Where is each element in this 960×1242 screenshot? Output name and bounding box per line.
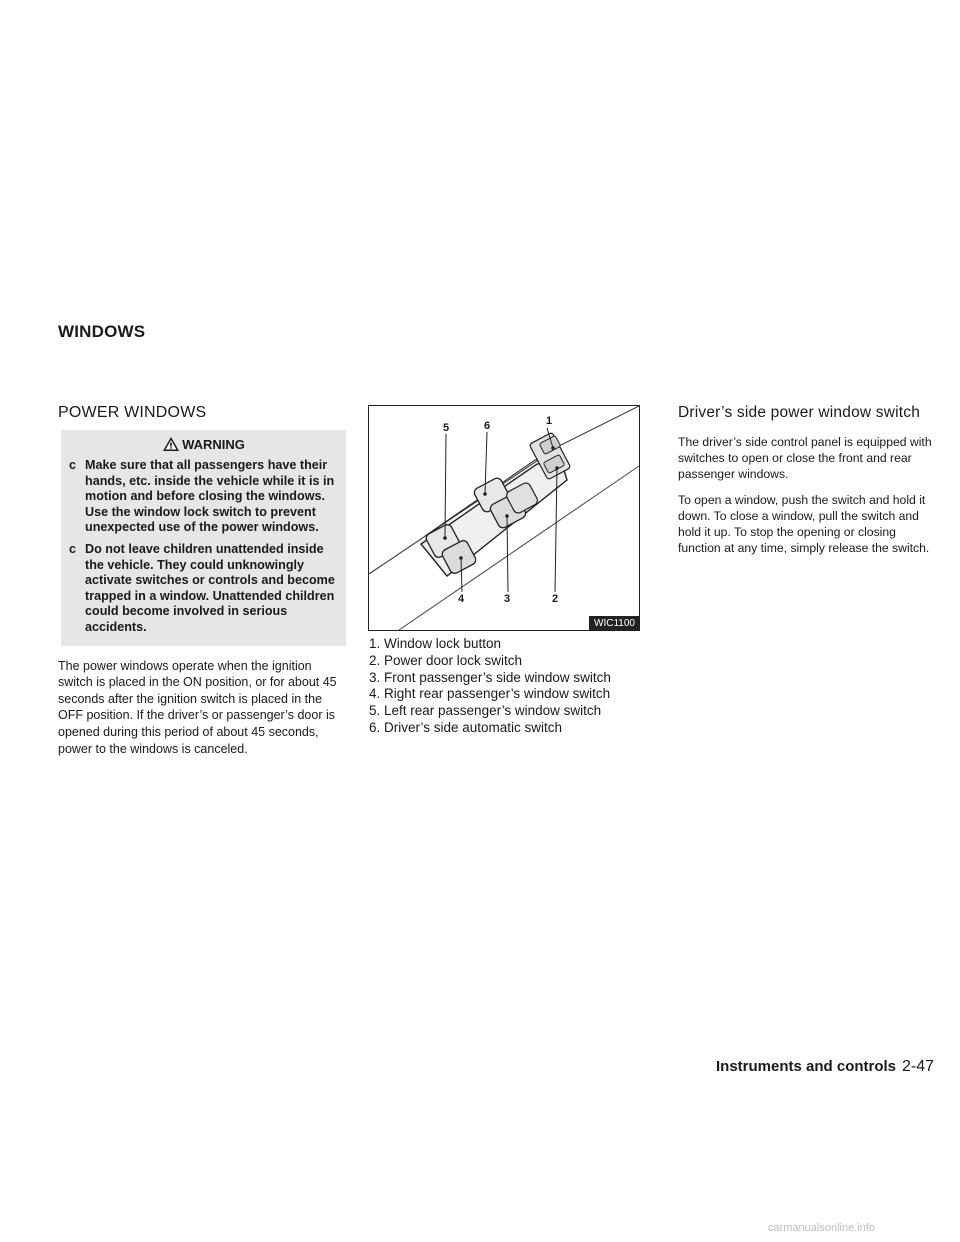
window-switch-figure (368, 405, 640, 631)
page-number: 2-47 (902, 1058, 935, 1075)
legend-item: 1. Window lock button (369, 636, 502, 651)
section-title: WINDOWS (58, 322, 146, 341)
paragraph: The driver’s side control panel is equipped with switches to open or close the front and rear passenger windows. (678, 435, 932, 482)
legend-item: 4. Right rear passenger’s window switch (369, 686, 611, 702)
legend-item: 6. Driver’s side automatic switch (369, 719, 563, 735)
power-windows-heading: POWER WINDOWS (58, 404, 207, 421)
figure-id: WIC1100 (589, 616, 639, 630)
warning-item (69, 458, 338, 536)
legend-item: 2. Power door lock switch (369, 652, 523, 668)
footer-section: Instruments and controls (716, 1058, 897, 1075)
drivers-switch-heading: Driver’s side power window switch (678, 404, 921, 421)
callout-3: 3 (504, 593, 511, 605)
warning-label: WARNING (182, 436, 245, 452)
warning-box (61, 430, 346, 646)
callout-6: 6 (484, 420, 491, 432)
figure-legend (369, 636, 649, 737)
warning-item (69, 542, 338, 636)
callout-2: 2 (552, 593, 559, 605)
page-footer (716, 1058, 934, 1076)
callout-1: 1 (546, 415, 553, 427)
warning-header (69, 436, 338, 452)
warning-triangle-icon (162, 436, 180, 452)
bullet-icon: c (69, 458, 77, 472)
callout-4: 4 (458, 593, 465, 605)
window-switch-illustration (369, 406, 639, 630)
power-windows-body: The power windows operate when the ignition switch is placed in the ON position, or for about 45 seconds after the ignition switch is placed in the OFF position. If the driver’s or passenger’s door is opened during this period of about 45 seconds, power to the windows is canceled. (58, 658, 337, 756)
paragraph: To open a window, push the switch and hold it down. To close a window, pull the switch and hold it up. To stop the opening or closing function at any time, simply release the switch. (678, 492, 930, 556)
bullet-icon: c (69, 541, 77, 556)
right-column (678, 404, 936, 565)
watermark: carmanualsonline.info (768, 1222, 876, 1234)
legend-item: 3. Front passenger’s side window switch (369, 669, 611, 685)
warning-item-text: Make sure that all passengers have their hands, etc. inside the vehicle while it is in motion and before closing the windows. Use the window lock switch to prevent unexpected use of the power windows. (85, 458, 335, 535)
legend-item: 5. Left rear passenger’s window switch (369, 703, 602, 719)
callout-5: 5 (443, 422, 450, 434)
warning-item-text: Do not leave children unattended inside the vehicle. They could unknowingly activate switches or controls and become trapped in a window. Unattended children could become involved in serious accidents. (85, 541, 335, 634)
left-column (58, 404, 346, 757)
